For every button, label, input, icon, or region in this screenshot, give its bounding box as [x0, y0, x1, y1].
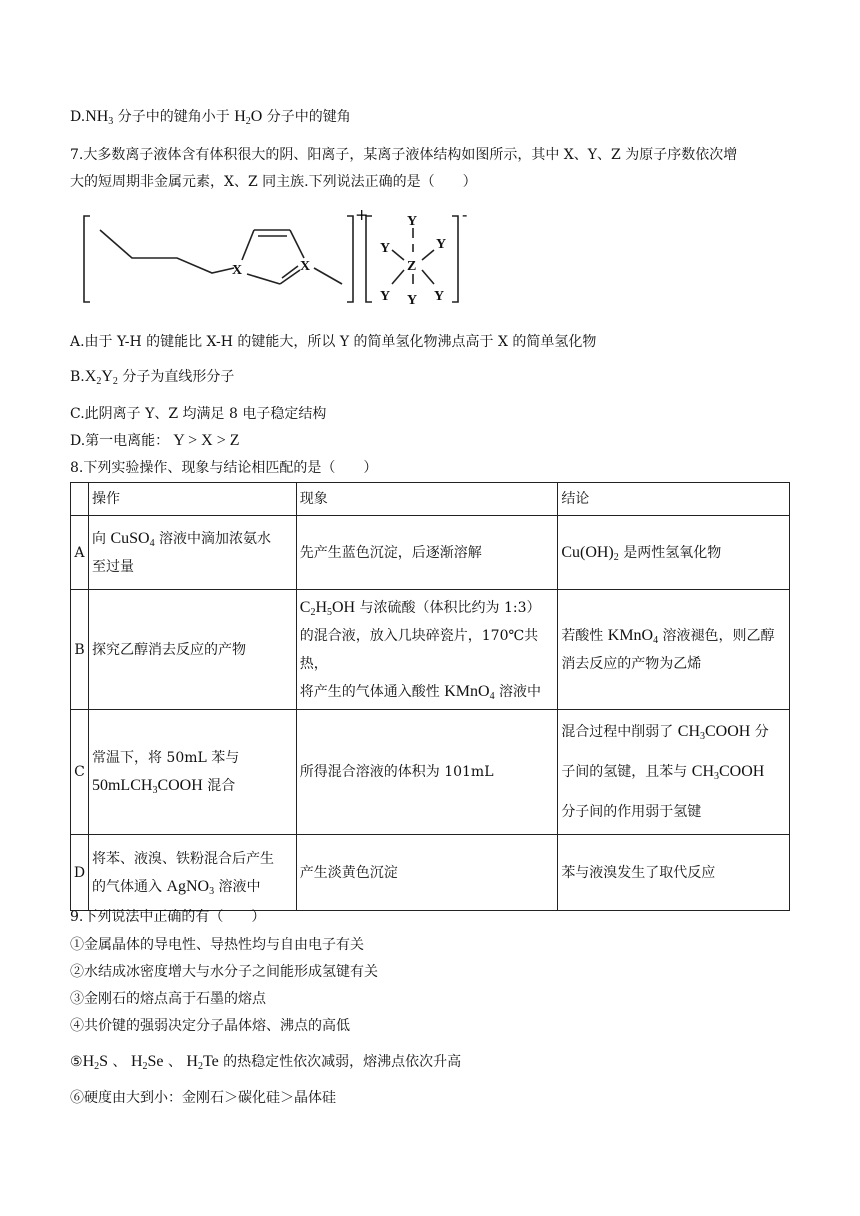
q9-item-1: ①金属晶体的导电性、导热性均与自由电子有关	[70, 937, 364, 953]
q9-stem: 9.下列说法中正确的有（ ）	[70, 909, 266, 925]
table-row: C 常温下，将 50mL 苯与 50mLCH$_3$COOH 混合 所得混合溶液的体积为 101mL 混合过程中削弱了 $CH_3COOH$ 分 子间的氢键，且苯与 $CH_3COOH$ 分子间的作用弱于氢键	[71, 710, 790, 835]
methyl-bond	[314, 268, 342, 284]
table-row: A 向 CuSO$_4$ 溶液中滴加浓氨水 至过量 先产生蓝色沉淀，后逐渐溶解 $Cu(OH)_2$ 是两性氢氧化物	[71, 516, 790, 590]
header-conclusion: 结论	[558, 483, 790, 516]
q7-stem-line2: 大的短周期非金属元素，X、Z 同主族.下列说法正确的是（ ）	[70, 174, 477, 190]
atom-y-bl: Y	[380, 289, 391, 304]
header-operation: 操作	[88, 483, 296, 516]
atom-x-left: X	[232, 263, 243, 278]
q7-option-a: A.由于 Y-H 的键能比 X-H 的键能大，所以 Y 的简单氢化物沸点高于 X 的简单氢化物	[70, 334, 597, 350]
q7-stem-line1: 7.大多数离子液体含有体积很大的阴、阳离子，某离子液体结构如图所示，其中 X、Y、Z 为原子序数依次增	[70, 147, 738, 163]
table-header-row	[71, 483, 790, 516]
atom-y-br: Y	[434, 289, 445, 304]
table-row: B 探究乙醇消去反应的产物 $C_2H_5OH$ 与浓硫酸（体积比约为 1:3） 的混合液，放入几块碎瓷片，170℃共热， 将产生的气体通入酸性 KMnO$_4$ 溶液中 若酸性 KMnO$_4$ 溶液褪色，则乙醇 消去反应的产物为乙烯	[71, 590, 790, 710]
q9-item-5: $⑤H_2S$ 、 $H_2Se$ 、 $H_2Te$ 的热稳定性依次减弱，熔沸点依次升高	[70, 1053, 462, 1072]
q7-option-d: D.第一电离能： Y > X > Z	[70, 432, 240, 449]
formula-x2y2: $X_2Y_2$	[84, 368, 118, 387]
formula-h2o: $H_2O$	[234, 108, 263, 127]
header-phenomenon: 现象	[296, 483, 558, 516]
cation-right-bracket	[347, 216, 353, 302]
atom-y-left: Y	[380, 241, 391, 256]
q9-item-3: ③金刚石的熔点高于石墨的熔点	[70, 991, 266, 1007]
butyl-chain	[100, 230, 234, 273]
atom-y-top: Y	[407, 214, 418, 229]
formula-nh3: $NH_3$	[85, 108, 114, 127]
q9-item-6: ⑥硬度由大到小：金刚石＞碳化硅＞晶体硅	[70, 1090, 336, 1106]
q8-table	[70, 482, 790, 911]
q6-option-d: $D.NH_3$ 分子中的键角小于 $H_2O$ 分子中的键角	[70, 108, 351, 127]
cation-left-bracket	[84, 216, 90, 302]
anion-right-bracket	[452, 216, 458, 302]
q9-item-2: ②水结成冰密度增大与水分子之间能形成氢键有关	[70, 964, 378, 980]
ionic-liquid-structure-diagram	[82, 208, 482, 308]
q7-option-c: C.此阴离子 Y、Z 均满足 8 电子稳定结构	[70, 406, 327, 422]
cation-charge: +	[355, 208, 369, 224]
atom-x-right: X	[300, 259, 311, 274]
ring-bond-1	[242, 230, 254, 260]
anion-left-bracket	[366, 216, 372, 302]
anion-charge: -	[462, 208, 468, 224]
q8-stem: 8.下列实验操作、现象与结论相匹配的是（ ）	[70, 460, 378, 476]
q7-option-b: $B.X_2Y_2$ 分子为直线形分子	[70, 368, 235, 387]
atom-y-right: Y	[436, 237, 447, 252]
atom-y-bottom: Y	[407, 293, 418, 308]
atom-z: Z	[407, 259, 417, 274]
table-row: D 将苯、液溴、铁粉混合后产生 的气体通入 AgNO$_3$ 溶液中 产生淡黄色沉淀 苯与液溴发生了取代反应	[71, 835, 790, 911]
q9-item-4: ④共价键的强弱决定分子晶体熔、沸点的高低	[70, 1018, 350, 1034]
